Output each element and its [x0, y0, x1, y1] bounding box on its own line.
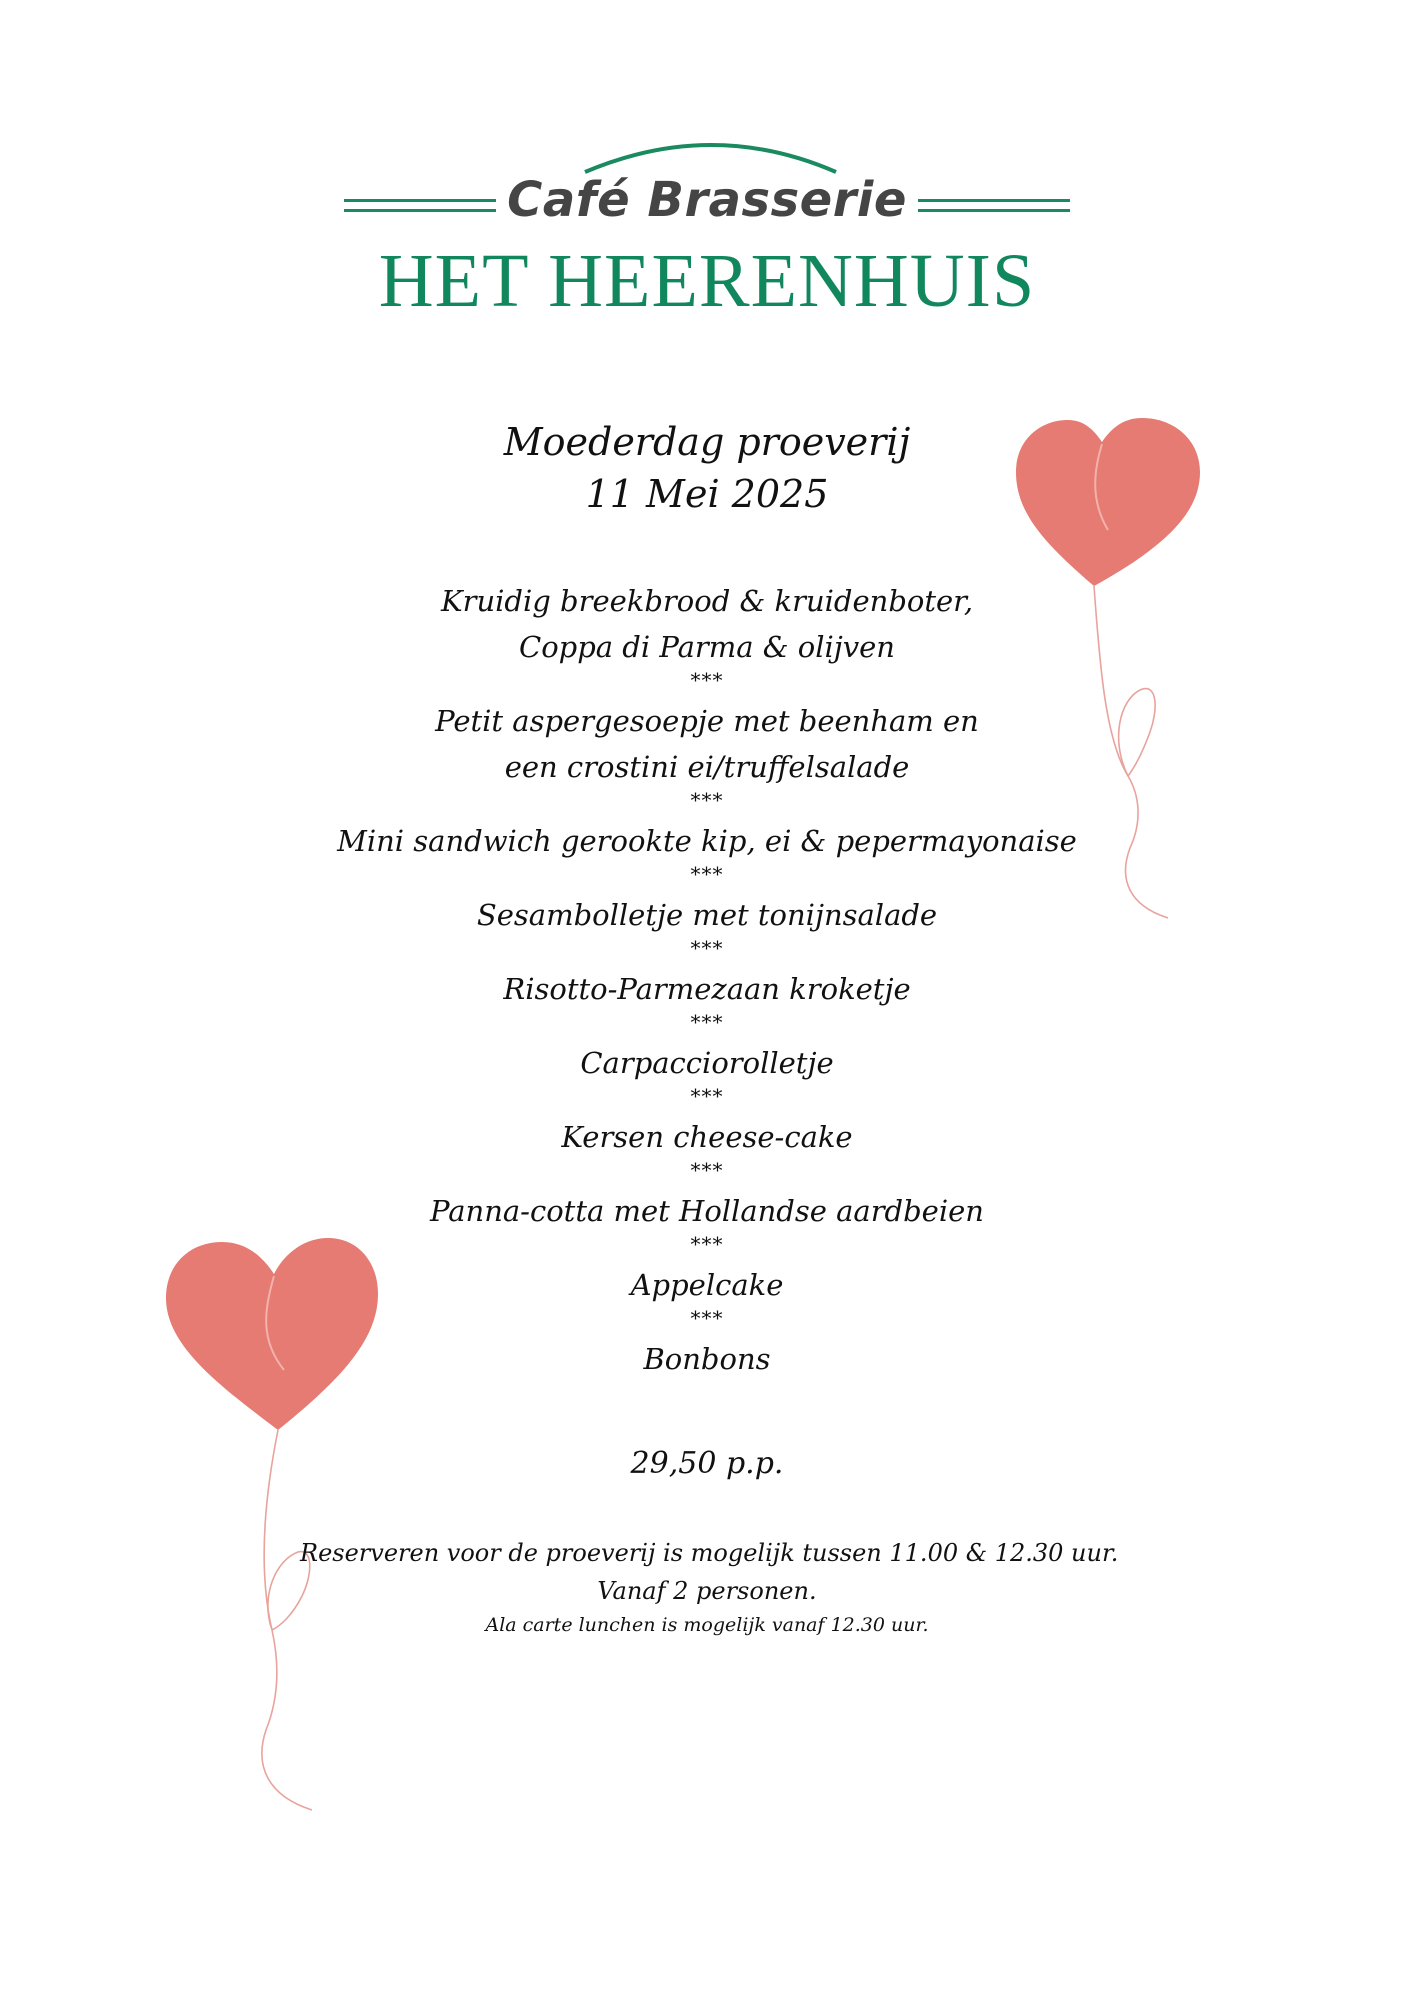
lunch-note: Ala carte lunchen is mogelijk vanaf 12.30 uur.	[485, 1614, 929, 1636]
dish-item: Carpacciorolletje	[580, 1046, 834, 1080]
logo-rule-right-bottom	[918, 209, 1070, 212]
menu	[300, 416, 1119, 1640]
dish-list	[300, 578, 1114, 1382]
dish-item: een crostini ei/truffelsalade	[504, 750, 910, 784]
dish-item: Appelcake	[630, 1268, 784, 1302]
menu-date: 11 Mei 2025	[585, 472, 829, 516]
price: 29,50 p.p.	[630, 1446, 784, 1481]
menu-title: Moederdag proeverij	[503, 420, 911, 464]
reservation-note: Reserveren voor de proeverij is mogelijk tussen 11.00 & 12.30 uur.	[300, 1539, 1119, 1567]
dish-item: Kersen cheese-cake	[561, 1120, 853, 1154]
dish-separator: ***	[690, 1010, 724, 1034]
minimum-persons-note: Vanaf 2 personen.	[597, 1577, 817, 1605]
logo-rule-left-bottom	[344, 209, 496, 212]
dish-item: Bonbons	[643, 1342, 771, 1376]
dish-separator: ***	[690, 1232, 724, 1256]
dish-separator: ***	[690, 1084, 724, 1108]
logo	[0, 0, 1414, 340]
logo-arc-icon	[0, 0, 1414, 200]
dish-separator: ***	[690, 1306, 724, 1330]
logo-rule-right-top	[918, 199, 1070, 202]
dish-item: Risotto-Parmezaan kroketje	[503, 972, 911, 1006]
dish-separator: ***	[690, 668, 724, 692]
dish-item: Mini sandwich gerookte kip, ei & pepermayonaise	[337, 824, 1077, 858]
dish-item: Petit aspergesoepje met beenham en	[435, 704, 979, 738]
dish-separator: ***	[690, 936, 724, 960]
dish-item: Sesambolletje met tonijnsalade	[476, 898, 938, 932]
logo-rule-left-top	[344, 199, 496, 202]
dish-separator: ***	[690, 788, 724, 812]
dish-item: Coppa di Parma & olijven	[519, 630, 895, 664]
dish-item: Panna-cotta met Hollandse aardbeien	[430, 1194, 984, 1228]
logo-name: HET HEERENHUIS	[378, 239, 1036, 323]
logo-subtitle: Café Brasserie	[507, 172, 907, 228]
footer-notes	[300, 1534, 1119, 1640]
dish-item: Kruidig breekbrood & kruidenboter,	[440, 584, 974, 618]
dish-separator: ***	[690, 1158, 724, 1182]
dish-separator: ***	[690, 862, 724, 886]
